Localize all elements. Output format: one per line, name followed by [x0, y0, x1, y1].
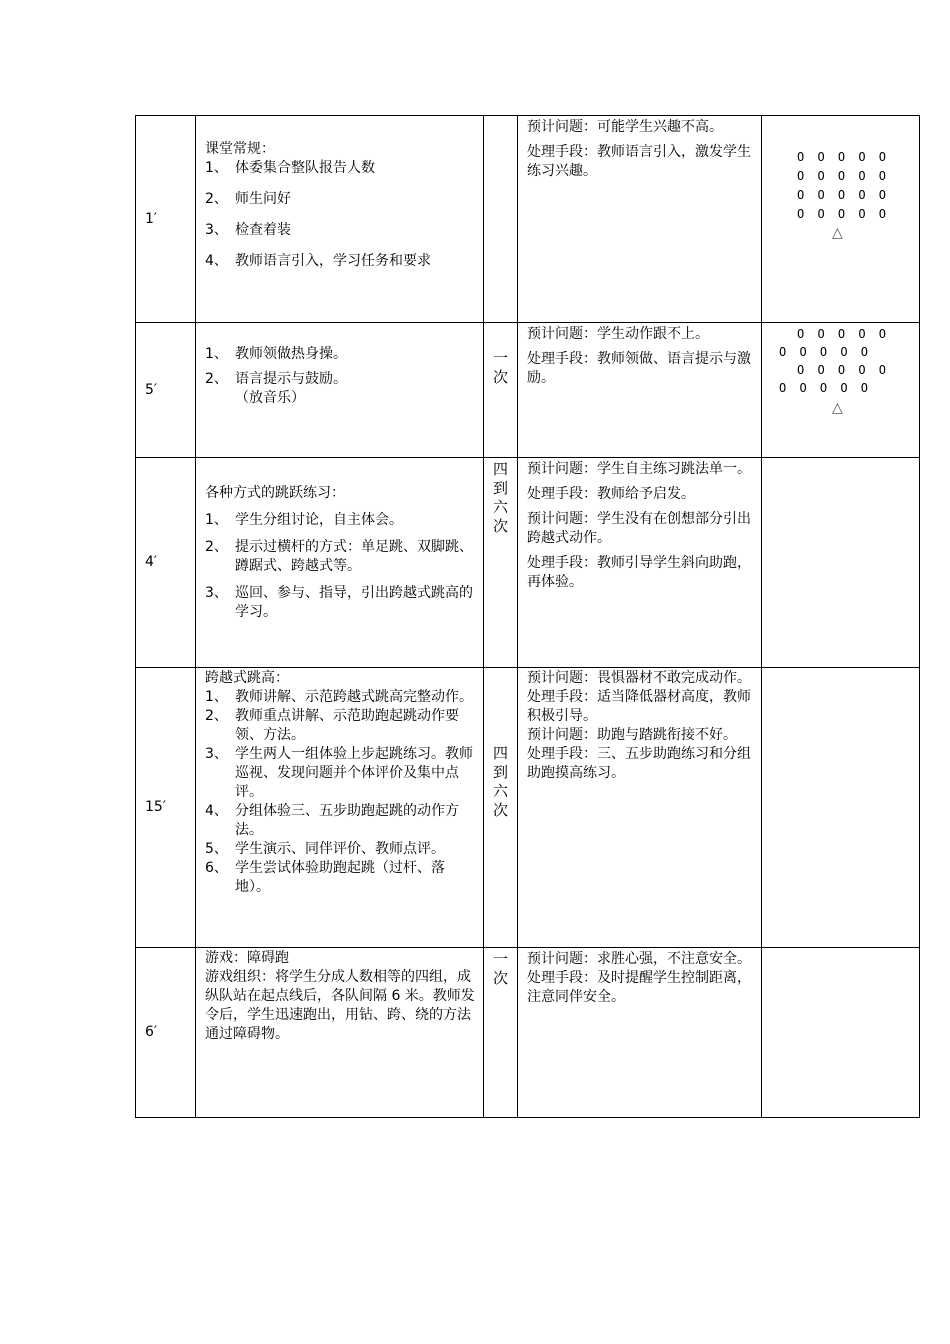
content-cell [196, 668, 484, 948]
formation-cell [762, 458, 920, 668]
table-row [136, 323, 920, 458]
list-item: 1、 学生分组讨论，自主体会。 [205, 512, 403, 528]
list-item: 4、 教师语言引入，学习任务和要求 [205, 253, 431, 269]
list-item: 4、 分组体验三、五步助跑起跳的动作方法。 [205, 803, 459, 838]
notes-cell [518, 116, 762, 323]
time-cell: 6′ [136, 948, 196, 1118]
student-row: O O O O O [797, 363, 890, 377]
list-item: 6、 学生尝试体验助跑起跳（过杆、落地）。 [205, 860, 445, 895]
list-item: 1、 教师领做热身操。 [205, 346, 347, 362]
content-list [205, 345, 477, 389]
list-item: 2、 教师重点讲解、示范助跑起跳动作要领、方法。 [205, 708, 459, 743]
count-cell: 四 到 六 次 [484, 668, 518, 948]
content-title: 游戏：障碍跑 [205, 950, 289, 966]
student-row: O O O O O [797, 327, 890, 341]
content-list [205, 511, 477, 622]
list-item: 5、 学生演示、同伴评价、教师点评。 [205, 841, 445, 857]
note-solution: 处理手段：教师引导学生斜向助跑，再体验。 [527, 555, 751, 590]
student-row: O O O O O [797, 169, 890, 183]
notes-cell [518, 458, 762, 668]
content-cell [196, 458, 484, 668]
teacher-triangle-icon: △ [832, 225, 843, 241]
time-cell: 1′ [136, 116, 196, 323]
content-title: 各种方式的跳跃练习： [205, 485, 345, 501]
content-paragraph: 游戏组织：将学生分成人数相等的四组，成纵队站在起点线后，各队间隔 6 米。教师发令后，学生迅速跑出，用钻、跨、绕的方法通过障碍物。 [205, 969, 475, 1042]
content-list [205, 159, 477, 271]
note-problem: 预计问题：学生动作跟不上。 [527, 326, 709, 342]
content-cell [196, 116, 484, 323]
note-solution: 处理手段：适当降低器材高度，教师积极引导。 [527, 689, 751, 724]
count-cell: 四 到 六 次 [484, 458, 518, 668]
list-item: 2、 语言提示与鼓励。 [205, 371, 347, 387]
note-solution: 处理手段：教师语言引入，激发学生练习兴趣。 [527, 144, 751, 179]
table-row [136, 116, 920, 323]
list-item: 3、 检查着装 [205, 222, 291, 238]
formation-diagram [762, 116, 919, 322]
notes-cell [518, 948, 762, 1118]
formation-cell [762, 323, 920, 458]
content-title: 跨越式跳高： [205, 670, 289, 686]
time-cell: 4′ [136, 458, 196, 668]
note-solution: 处理手段：教师领做、语言提示与激励。 [527, 351, 751, 386]
student-row: O O O O O [779, 381, 872, 395]
list-item: 2、 提示过横杆的方式：单足跳、双脚跳、蹲踞式、跨越式等。 [205, 539, 473, 574]
note-solution: 处理手段：三、五步助跑练习和分组助跑摸高练习。 [527, 746, 751, 781]
note-solution: 处理手段：教师给予启发。 [527, 486, 695, 502]
student-row: O O O O O [797, 207, 890, 221]
note-problem: 预计问题：学生没有在创想部分引出跨越式动作。 [527, 511, 751, 546]
note-problem: 预计问题：学生自主练习跳法单一。 [527, 461, 751, 477]
content-list [205, 688, 477, 897]
table-row [136, 458, 920, 668]
student-row: O O O O O [797, 150, 890, 164]
count-cell: 一 次 [484, 323, 518, 458]
content-cell [196, 323, 484, 458]
count-cell: 一 次 [484, 948, 518, 1118]
student-row: O O O O O [779, 345, 872, 359]
time-cell: 15′ [136, 668, 196, 948]
note-problem: 预计问题：可能学生兴趣不高。 [527, 119, 723, 135]
lesson-plan-table [135, 115, 920, 1118]
student-row: O O O O O [797, 188, 890, 202]
count-cell [484, 116, 518, 323]
content-cell [196, 948, 484, 1118]
list-item: 2、 师生问好 [205, 191, 291, 207]
formation-cell [762, 948, 920, 1118]
list-item: 1、 体委集合整队报告人数 [205, 160, 375, 176]
content-title: 课堂常规： [205, 141, 275, 157]
note-problem: 预计问题：求胜心强，不注意安全。 [527, 951, 751, 967]
note-problem: 预计问题：畏惧器材不敢完成动作。 [527, 670, 751, 686]
table-row [136, 668, 920, 948]
teacher-triangle-icon: △ [832, 400, 843, 416]
list-item: 1、 教师讲解、示范跨越式跳高完整动作。 [205, 689, 473, 705]
content-note: （放音乐） [235, 390, 305, 406]
notes-cell [518, 668, 762, 948]
time-cell: 5′ [136, 323, 196, 458]
note-problem: 预计问题：助跑与踏跳衔接不好。 [527, 727, 737, 743]
list-item: 3、 学生两人一组体验上步起跳练习。教师巡视、发现问题并个体评价及集中点评。 [205, 746, 473, 800]
formation-cell [762, 116, 920, 323]
notes-cell [518, 323, 762, 458]
note-solution: 处理手段：及时提醒学生控制距离，注意同伴安全。 [527, 970, 751, 1005]
formation-diagram [762, 323, 919, 457]
table-row [136, 948, 920, 1118]
formation-cell [762, 668, 920, 948]
list-item: 3、 巡回、参与、指导，引出跨越式跳高的学习。 [205, 585, 473, 620]
